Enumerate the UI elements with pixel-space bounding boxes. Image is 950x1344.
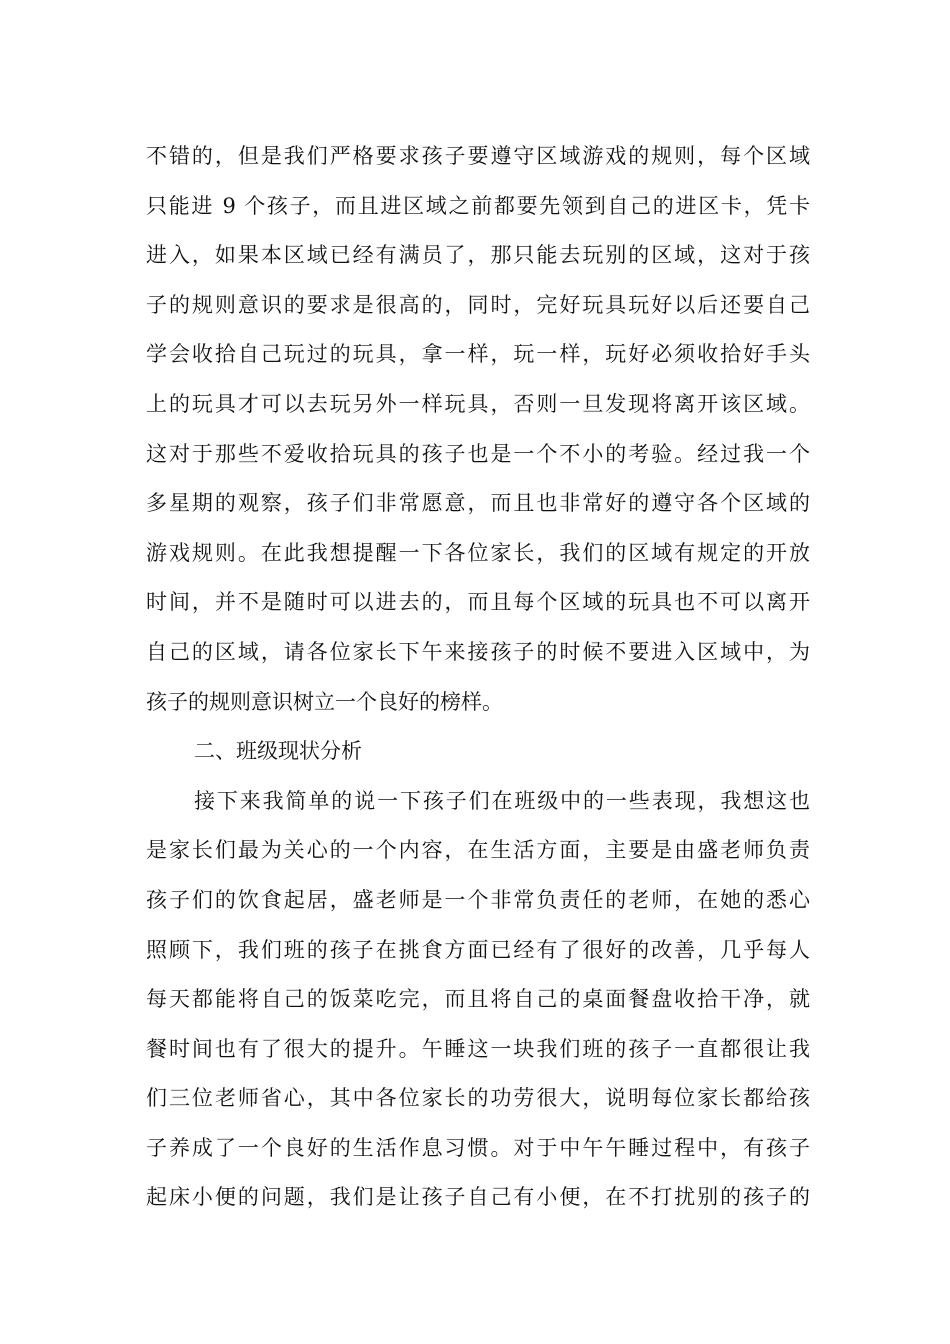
text-line: 孩子们的饮食起居，盛老师是一个非常负责任的老师，在她的悉心: [146, 887, 810, 912]
text-line: 进入，如果本区域已经有满员了，那只能去玩别的区域，这对于孩: [146, 243, 810, 268]
text-line: 接下来我简单的说一下孩子们在班级中的一些表现，我想这也: [194, 788, 810, 813]
text-line: 时间，并不是随时可以进去的，而且每个区域的玩具也不可以离开: [146, 590, 810, 615]
text-line: 是家长们最为关心的一个内容，在生活方面，主要是由盛老师负责: [146, 838, 810, 863]
text-line: 不错的，但是我们严格要求孩子要遵守区域游戏的规则，每个区域: [146, 144, 810, 168]
paragraph-1: [146, 132, 810, 727]
text-line: 学会收拾自己玩过的玩具，拿一样，玩一样，玩好必须收拾好手头: [146, 342, 810, 367]
text-line: 只能进 9 个孩子，而且进区域之前都要先领到自己的进区卡，凭卡: [146, 193, 810, 218]
text-line: 餐时间也有了很大的提升。午睡这一块我们班的孩子一直都很让我: [146, 1036, 810, 1061]
text-line: 游戏规则。在此我想提醒一下各位家长，我们的区域有规定的开放: [146, 540, 810, 565]
text-line: 子养成了一个良好的生活作息习惯。对于中午午睡过程中，有孩子: [146, 1135, 810, 1160]
text-line: 每天都能将自己的饭菜吃完，而且将自己的桌面餐盘收拾干净，就: [146, 987, 810, 1012]
paragraph-2: [146, 777, 810, 1223]
text-line: 自己的区域，请各位家长下午来接孩子的时候不要进入区域中，为: [146, 639, 810, 664]
text-line: 这对于那些不爱收拾玩具的孩子也是一个不小的考验。经过我一个: [146, 441, 810, 466]
document-body: [146, 132, 810, 1223]
text-line: 子的规则意识的要求是很高的，同时，完好玩具玩好以后还要自己: [146, 292, 810, 317]
text-line: 们三位老师省心，其中各位家长的功劳很大，说明每位家长都给孩: [146, 1086, 810, 1111]
text-line: 照顾下，我们班的孩子在挑食方面已经有了很好的改善，几乎每人: [146, 937, 810, 962]
text-line: 孩子的规则意识树立一个良好的榜样。: [146, 689, 503, 714]
section-heading: 二、班级现状分析: [194, 739, 362, 764]
text-line: 多星期的观察，孩子们非常愿意，而且也非常好的遵守各个区域的: [146, 491, 810, 516]
text-line: 上的玩具才可以去玩另外一样玩具，否则一旦发现将离开该区域。: [146, 391, 810, 416]
text-line: 起床小便的问题，我们是让孩子自己有小便，在不打扰别的孩子的: [146, 1185, 810, 1210]
